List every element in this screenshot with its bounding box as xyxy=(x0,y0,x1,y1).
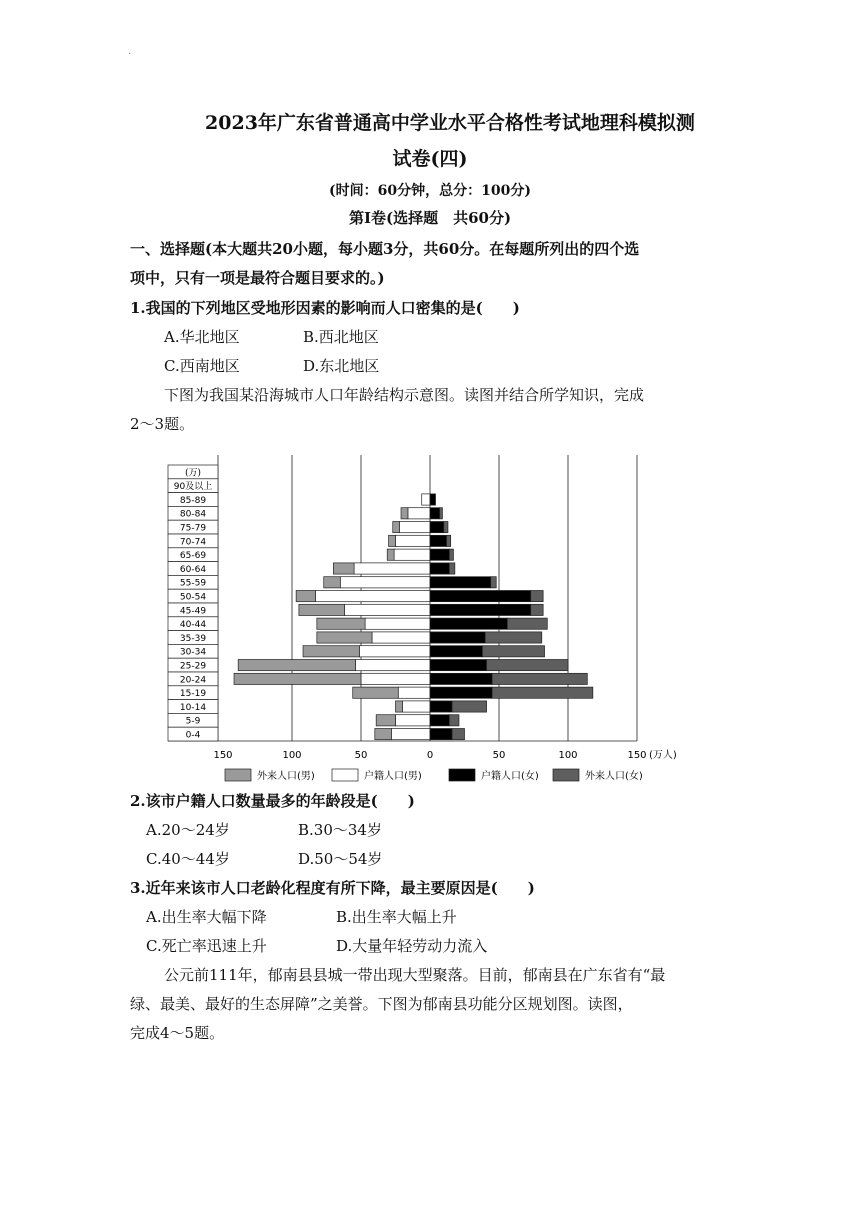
bar-wailai-male xyxy=(317,632,372,643)
bar-wailai-female xyxy=(452,701,487,712)
bar-huji-female xyxy=(430,508,440,519)
age-label: 80-84 xyxy=(179,509,207,520)
age-label: 25-29 xyxy=(179,661,207,672)
part-heading: 第Ⅰ卷(选择题 共60分) xyxy=(348,209,512,227)
age-label: 90及以上 xyxy=(173,482,213,493)
corner-dot: . xyxy=(128,46,132,57)
bar-huji-female xyxy=(430,660,487,671)
q2-option-a: A.20～24岁 xyxy=(146,821,230,839)
bar-wailai-male xyxy=(333,563,354,574)
age-label: 15-19 xyxy=(179,689,207,700)
bar-wailai-female xyxy=(531,604,543,615)
bar-wailai-female xyxy=(444,522,448,533)
bar-wailai-female xyxy=(491,577,497,588)
age-label: 70-74 xyxy=(179,537,207,548)
age-label: 50-54 xyxy=(179,592,207,603)
bar-wailai-female xyxy=(447,535,451,546)
bar-huji-female xyxy=(430,687,492,698)
exam-meta: (时间：60分钟，总分：100分) xyxy=(329,183,531,199)
age-label: 30-34 xyxy=(179,647,207,658)
bar-wailai-female xyxy=(449,549,453,560)
bar-wailai-female xyxy=(449,715,459,726)
intro-4-5-line1: 公元前111年，郁南县县城一带出现大型聚落。目前，郁南县在广东省有“最 xyxy=(164,966,666,984)
q3-option-d: D.大量年轻劳动力流入 xyxy=(336,937,488,955)
bar-huji-male xyxy=(372,632,430,643)
bar-huji-male xyxy=(408,508,430,519)
bar-wailai-female xyxy=(482,646,544,657)
legend-swatch xyxy=(553,769,579,781)
x-tick-label: 50 xyxy=(354,750,368,761)
bar-wailai-male xyxy=(376,715,395,726)
bar-huji-male xyxy=(396,715,431,726)
population-pyramid-chart xyxy=(160,452,700,787)
question-1-stem: 1.我国的下列地区受地形因素的影响而人口密集的是( ) xyxy=(130,299,520,317)
age-label: 75-79 xyxy=(179,523,207,534)
q1-option-c: C.西南地区 xyxy=(164,357,240,375)
legend-swatch xyxy=(225,769,251,781)
q3-option-a: A.出生率大幅下降 xyxy=(146,908,267,926)
age-label: 10-14 xyxy=(179,702,207,713)
bar-wailai-male xyxy=(299,604,345,615)
bar-wailai-male xyxy=(234,673,361,684)
bar-huji-female xyxy=(430,522,444,533)
x-tick-label: 100 xyxy=(282,750,302,761)
bar-wailai-female xyxy=(492,687,593,698)
legend-label: 户籍人口(男) xyxy=(364,771,422,782)
bar-wailai-male xyxy=(389,535,396,546)
bar-huji-male xyxy=(391,729,430,740)
exam-title-line2: 试卷(四) xyxy=(392,148,468,170)
exam-title-line1: 2023年广东省普通高中学业水平合格性考试地理科模拟测 xyxy=(205,112,695,134)
bar-wailai-female xyxy=(531,591,543,602)
x-tick-label: 100 xyxy=(558,750,578,761)
bar-huji-female xyxy=(430,549,449,560)
bar-huji-male xyxy=(400,522,430,533)
bar-huji-male xyxy=(344,604,430,615)
bar-wailai-male xyxy=(296,591,315,602)
bar-huji-female xyxy=(430,701,452,712)
question-3-stem: 3.近年来该市人口老龄化程度有所下降，最主要原因是( ) xyxy=(130,879,535,897)
bar-wailai-female xyxy=(440,508,443,519)
q1-option-a: A.华北地区 xyxy=(164,328,240,346)
age-label: 0-4 xyxy=(185,730,201,741)
bar-wailai-male xyxy=(393,522,400,533)
bar-wailai-male xyxy=(303,646,360,657)
population-pyramid-svg xyxy=(160,452,700,787)
bar-huji-female xyxy=(430,632,485,643)
bar-huji-male xyxy=(340,577,430,588)
bar-wailai-female xyxy=(487,660,568,671)
bar-huji-female xyxy=(430,729,452,740)
legend-swatch xyxy=(332,769,358,781)
bar-wailai-male xyxy=(396,701,403,712)
bar-huji-female xyxy=(430,494,436,505)
age-label: 45-49 xyxy=(179,606,207,617)
unit-label: (万) xyxy=(184,468,202,479)
q2-option-c: C.40～44岁 xyxy=(146,850,230,868)
age-label: 60-64 xyxy=(179,564,207,575)
bar-wailai-male xyxy=(401,508,408,519)
bar-huji-male xyxy=(396,535,431,546)
bar-wailai-male xyxy=(317,618,365,629)
age-label: 85-89 xyxy=(179,495,207,506)
bar-huji-male xyxy=(365,618,430,629)
bar-huji-female xyxy=(430,646,482,657)
bar-huji-female xyxy=(430,618,507,629)
legend-label: 外来人口(男) xyxy=(257,771,315,782)
age-label: 35-39 xyxy=(179,633,207,644)
q2-option-b: B.30～34岁 xyxy=(298,821,382,839)
bar-huji-female xyxy=(430,591,531,602)
bar-huji-female xyxy=(430,535,447,546)
bar-huji-male xyxy=(398,687,430,698)
bar-wailai-female xyxy=(485,632,542,643)
x-tick-label: 0 xyxy=(426,750,434,761)
age-label: 65-69 xyxy=(179,551,207,562)
bar-huji-male xyxy=(355,660,430,671)
age-label: 55-59 xyxy=(179,578,207,589)
bar-huji-female xyxy=(430,715,449,726)
q1-option-d: D.东北地区 xyxy=(303,357,380,375)
bar-huji-male xyxy=(394,549,430,560)
intro-2-3-line2: 2～3题。 xyxy=(130,415,195,433)
question-2-stem: 2.该市户籍人口数量最多的年龄段是( ) xyxy=(130,792,415,810)
bar-huji-male xyxy=(402,701,430,712)
age-label: 20-24 xyxy=(179,675,207,686)
q1-option-b: B.西北地区 xyxy=(303,328,379,346)
bar-wailai-female xyxy=(492,673,587,684)
q3-option-b: B.出生率大幅上升 xyxy=(336,908,457,926)
intro-2-3-line1: 下图为我国某沿海城市人口年龄结构示意图。读图并结合所学知识，完成 xyxy=(164,386,645,404)
bar-wailai-female xyxy=(452,729,464,740)
bar-huji-male xyxy=(422,494,430,505)
bar-wailai-male xyxy=(387,549,394,560)
intro-4-5-line3: 完成4～5题。 xyxy=(130,1024,225,1042)
x-tick-label: 50 xyxy=(492,750,506,761)
bar-wailai-male xyxy=(324,577,341,588)
bar-wailai-male xyxy=(375,729,392,740)
age-label: 40-44 xyxy=(179,620,207,631)
q3-option-c: C.死亡率迅速上升 xyxy=(146,937,267,955)
x-unit-label: (万人) xyxy=(649,750,677,761)
intro-4-5-line2: 绿、最美、最好的生态屏障”之美誉。下图为郁南县功能分区规划图。读图， xyxy=(130,995,633,1013)
x-tick-label: 150 xyxy=(213,750,233,761)
bar-huji-female xyxy=(430,604,531,615)
age-label: 5-9 xyxy=(185,716,201,727)
bar-wailai-male xyxy=(238,660,355,671)
legend-swatch xyxy=(449,769,475,781)
bar-huji-male xyxy=(315,591,430,602)
bar-huji-male xyxy=(360,646,430,657)
bar-huji-male xyxy=(354,563,430,574)
bar-huji-female xyxy=(430,563,449,574)
bar-wailai-male xyxy=(353,687,399,698)
bar-wailai-female xyxy=(507,618,547,629)
legend-label: 外来人口(女) xyxy=(585,771,643,782)
section-instructions-line1: 一、选择题(本大题共20小题，每小题3分，共60分。在每题所列出的四个选 xyxy=(130,240,640,258)
q2-option-d: D.50～54岁 xyxy=(298,850,383,868)
bar-wailai-female xyxy=(449,563,455,574)
bar-huji-male xyxy=(361,673,430,684)
bar-huji-female xyxy=(430,673,492,684)
legend-label: 户籍人口(女) xyxy=(481,771,539,782)
section-instructions-line2: 项中，只有一项是最符合题目要求的。) xyxy=(130,269,385,287)
bar-huji-female xyxy=(430,577,491,588)
x-tick-label: 150 xyxy=(627,750,647,761)
